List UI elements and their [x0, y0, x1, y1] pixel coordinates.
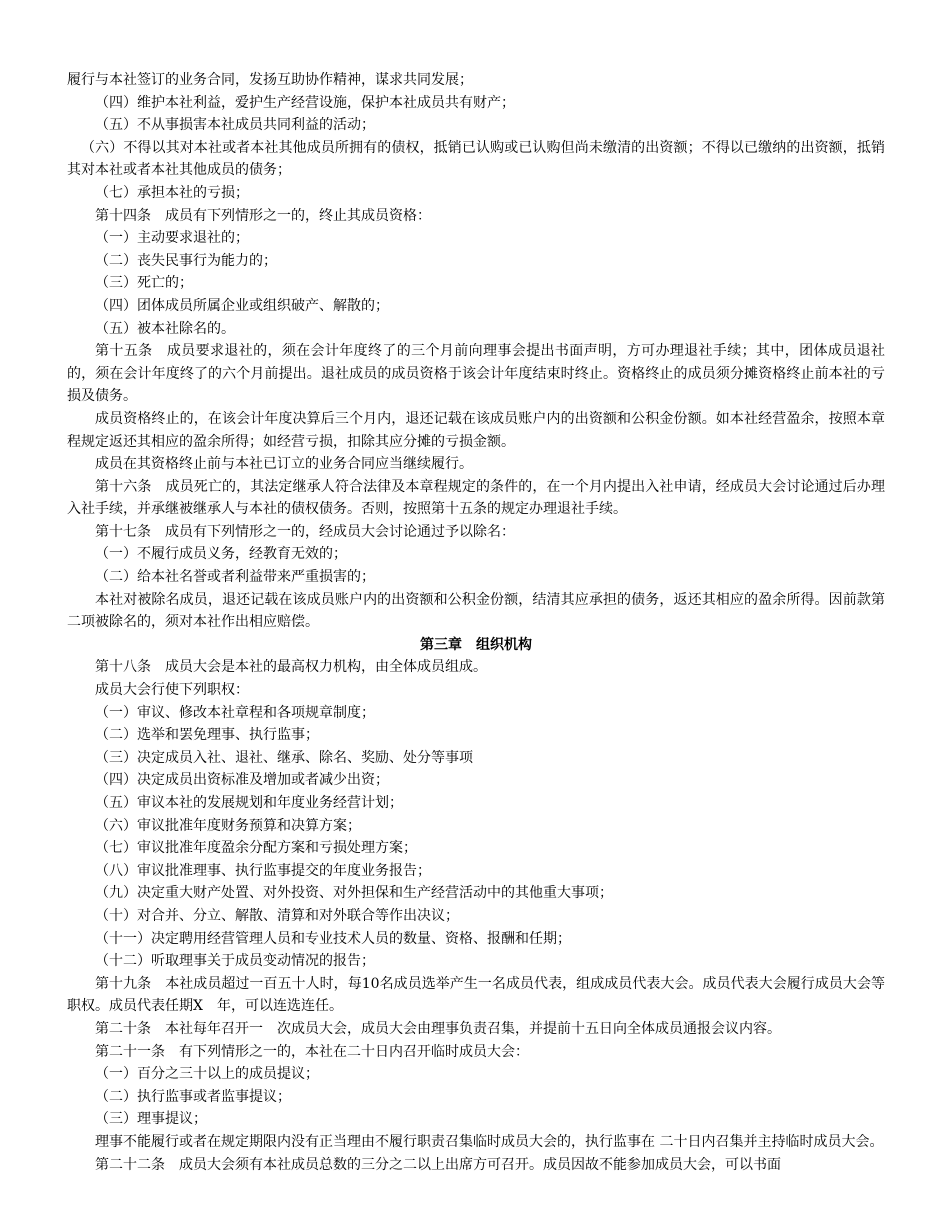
duty-item-5: （五）不从事损害本社成员共同利益的活动；	[95, 117, 375, 134]
power-item-12: （十二）听取理事关于成员变动情况的报告；	[95, 953, 375, 970]
article-21: 第二十一条 有下列情形之一的，本社在二十日内召开临时成员大会：	[95, 1043, 529, 1060]
power-item-7: （七）审议批准年度盈余分配方案和亏损处理方案；	[95, 840, 417, 857]
article-14: 第十四条 成员有下列情形之一的，终止其成员资格：	[95, 207, 431, 224]
article-21-para-2: 理事不能履行或者在规定期限内没有正当理由不履行职责召集临时成员大会的，执行监事在 二十日内召集并主持临时成员大会。	[95, 1133, 884, 1150]
power-item-8: （八）审议批准理事、执行监事提交的年度业务报告；	[95, 862, 431, 879]
article-18-powers-intro: 成员大会行使下列职权：	[95, 682, 249, 699]
article-15-para-2: 成员资格终止的，在该会计年度决算后三个月内，退还记载在该成员账户内的出资额和公积金份额。如本社经营盈余，按照本章程规定返还其相应的盈余所得；如经营亏损，扣除其应分摊的亏损金额。	[67, 410, 885, 450]
power-item-3: （三）决定成员入社、退社、继承、除名、奖励、处分等事项	[95, 749, 473, 766]
article-21-item-3: （三）理事提议；	[95, 1111, 207, 1128]
article-15: 第十五条 成员要求退社的，须在会计年度终了的三个月前向理事会提出书面声明，方可办理退社手续；其中，团体成员退社的，须在会计年度终了的六个月前提出。退社成员的成员资格于该会计年度结束时终止。资格终止的成员须分摊资格终止前本社的亏损及债务。	[67, 343, 885, 405]
article-19: 第十九条 本社成员超过一百五十人时，每10名成员选举产生一名成员代表，组成成员代表大会。成员代表大会履行成员大会等职权。成员代表任期X 年，可以连选连任。	[67, 975, 885, 1015]
power-item-6: （六）审议批准年度财务预算和决算方案；	[95, 817, 361, 834]
power-item-9: （九）决定重大财产处置、对外投资、对外担保和生产经营活动中的其他重大事项；	[95, 885, 613, 902]
duty-item-4: （四）维护本社利益，爱护生产经营设施，保护本社成员共有财产；	[95, 94, 515, 111]
article-17-para-2: 本社对被除名成员，退还记载在该成员账户内的出资额和公积金份额，结清其应承担的债务，返还其相应的盈余所得。因前款第二项被除名的，须对本社作出相应赔偿。	[67, 591, 885, 631]
article-17: 第十七条 成员有下列情形之一的，经成员大会讨论通过予以除名：	[95, 523, 515, 540]
duty-item-7: （七）承担本社的亏损；	[95, 184, 249, 201]
power-item-10: （十）对合并、分立、解散、清算和对外联合等作出决议；	[95, 907, 459, 924]
article-22: 第二十二条 成员大会须有本社成员总数的三分之二以上出席方可召开。成员因故不能参加成员大会，可以书面	[95, 1156, 781, 1173]
article-21-item-1: （一）百分之三十以上的成员提议；	[95, 1066, 319, 1083]
chapter-title: 第三章 组织机构	[420, 636, 532, 653]
article-14-item-1: （一）主动要求退社的；	[95, 230, 249, 247]
power-item-5: （五）审议本社的发展规划和年度业务经营计划；	[95, 795, 403, 811]
article-14-item-2: （二）丧失民事行为能力的；	[95, 252, 277, 269]
article-15-para-3: 成员在其资格终止前与本社已订立的业务合同应当继续履行。	[95, 456, 473, 473]
article-14-item-5: （五）被本社除名的。	[95, 320, 235, 337]
power-item-2: （二）选举和罢免理事、执行监事；	[95, 727, 319, 744]
power-item-1: （一）审议、修改本社章程和各项规章制度；	[95, 704, 375, 721]
article-18: 第十八条 成员大会是本社的最高权力机构，由全体成员组成。	[95, 659, 487, 676]
power-item-4: （四）决定成员出资标准及增加或者减少出资；	[95, 772, 389, 789]
article-17-item-1: （一）不履行成员义务，经教育无效的；	[95, 546, 347, 563]
power-item-11: （十一）决定聘用经营管理人员和专业技术人员的数量、资格、报酬和任期；	[95, 930, 571, 947]
article-14-item-3: （三）死亡的；	[95, 275, 193, 292]
article-20: 第二十条 本社每年召开一 次成员大会，成员大会由理事负责召集，并提前十五日向全体成员通报会议内容。	[95, 1020, 781, 1037]
document-page	[67, 69, 885, 1176]
article-16: 第十六条 成员死亡的，其法定继承人符合法律及本章程规定的条件的，在一个月内提出入社申请，经成员大会讨论通过后办理入社手续，并承继被继承人与本社的债权债务。否则，按照第十五条的规定办理退社手续。	[67, 478, 885, 518]
article-17-item-2: （二）给本社名誉或者利益带来严重损害的；	[95, 569, 375, 586]
article-21-item-2: （二）执行监事或者监事提议；	[95, 1088, 291, 1105]
duty-item-6: （六）不得以其对本社或者本社其他成员所拥有的债权，抵销已认购或已认购但尚未缴清的出资额；不得以已缴纳的出资额，抵销其对本社或者本社其他成员的债务；	[67, 139, 885, 179]
article-14-item-4: （四）团体成员所属企业或组织破产、解散的；	[95, 297, 389, 314]
paragraph-continuation: 履行与本社签订的业务合同，发扬互助协作精神，谋求共同发展；	[67, 72, 473, 88]
